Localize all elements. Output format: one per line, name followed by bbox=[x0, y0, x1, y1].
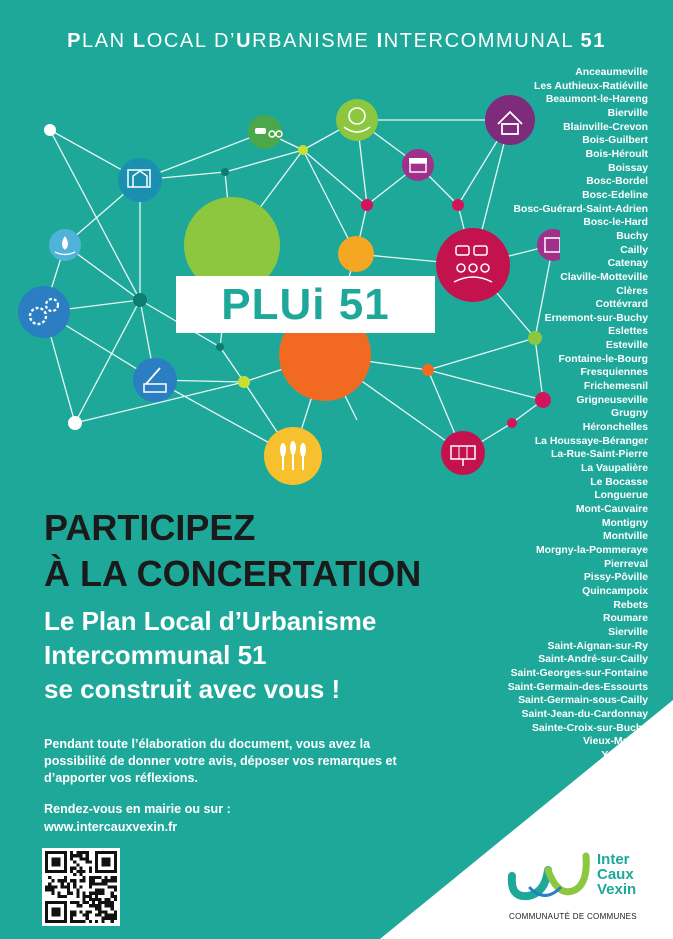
call-to-action bbox=[44, 800, 231, 836]
logo-word-vexin: Vexin bbox=[597, 881, 637, 898]
town-item: Saint-Germain-des-Essourts bbox=[507, 681, 648, 693]
small-node bbox=[221, 168, 229, 176]
town-item: Sierville bbox=[608, 626, 648, 638]
town-item: La-Rue-Saint-Pierre bbox=[550, 449, 648, 461]
town-item: Saint-Georges-sur-Fontaine bbox=[510, 667, 648, 679]
town-item: Grigneuseville bbox=[576, 394, 648, 406]
town-item: Bois-Héroult bbox=[585, 148, 648, 160]
water-drop-hand-icon bbox=[49, 229, 81, 261]
logo-subtitle: COMMUNAUTÉ DE COMMUNES bbox=[509, 912, 637, 921]
town-item: Roumare bbox=[602, 613, 648, 625]
participation-icon bbox=[436, 228, 510, 302]
town-item: Montville bbox=[602, 531, 648, 543]
town-item: Anceaumeville bbox=[575, 67, 648, 78]
town-item: Morgny-la-Pommeraye bbox=[535, 544, 648, 556]
town-item: Blainville-Crevon bbox=[563, 121, 648, 133]
town-item: Catenay bbox=[607, 258, 648, 270]
town-item: Mont-Cauvaire bbox=[575, 504, 648, 515]
town-item: Esteville bbox=[605, 340, 648, 352]
subheadline bbox=[44, 604, 376, 706]
town-item: Rebets bbox=[613, 599, 648, 611]
logo-word-caux: Caux bbox=[597, 866, 634, 883]
small-node bbox=[238, 376, 250, 388]
amber-node bbox=[338, 236, 374, 272]
small-node bbox=[216, 343, 224, 351]
gears-icon bbox=[18, 286, 70, 338]
shop-icon bbox=[402, 149, 434, 181]
town-item: Bosc-Edeline bbox=[582, 189, 648, 201]
headline-line-1: PARTICIPEZ bbox=[44, 507, 256, 548]
town-item: Les Authieux-Ratiéville bbox=[534, 80, 648, 92]
small-node bbox=[452, 199, 464, 211]
town-item: Buchy bbox=[616, 230, 648, 242]
town-item: Saint-Jean-du-Cardonnay bbox=[521, 708, 648, 720]
plui-badge bbox=[176, 276, 435, 333]
plui-badge-label: PLUi 51 bbox=[221, 279, 390, 329]
town-item: Beaumont-le-Hareng bbox=[545, 94, 648, 106]
town-item: Saint-Aignan-sur-Ry bbox=[547, 640, 648, 652]
subheadline-line-1: Le Plan Local d’Urbanisme bbox=[44, 606, 377, 636]
small-node bbox=[298, 145, 308, 155]
intro-paragraph: Pendant toute l’élaboration du document, vous avez la possibilité de donner votre avis, déposer vos remarques et d’apporter vos réflexions. bbox=[44, 737, 397, 785]
town-item: Bois-Guilbert bbox=[582, 135, 648, 147]
title-part-lan: LAN bbox=[82, 30, 133, 52]
town-item: Yquebeuf bbox=[601, 749, 648, 761]
town-item: Sainte-Croix-sur-Buchy bbox=[531, 722, 648, 734]
title-part-ocal: OCAL D’ bbox=[146, 30, 237, 52]
town-item: Clères bbox=[616, 285, 648, 297]
town-item: Bierville bbox=[607, 107, 648, 119]
small-node bbox=[422, 364, 434, 376]
town-item: Claville-Motteville bbox=[560, 271, 648, 283]
town-item: Fontaine-le-Bourg bbox=[558, 353, 648, 365]
website-link[interactable]: www.intercauxvexin.fr bbox=[44, 820, 178, 834]
town-list bbox=[508, 66, 648, 762]
page-title bbox=[0, 30, 673, 53]
town-item: La Vaupalière bbox=[581, 463, 648, 475]
title-part-rbanisme: RBANISME bbox=[252, 30, 377, 52]
town-item: Bosc-Guérard-Saint-Adrien bbox=[513, 203, 648, 215]
town-item: Longuerue bbox=[594, 490, 648, 502]
town-item: Cailly bbox=[620, 244, 648, 256]
headline-line-2: À LA CONCERTATION bbox=[44, 553, 422, 594]
town-item: Quincampoix bbox=[582, 585, 648, 597]
town-item: La Houssaye-Béranger bbox=[534, 435, 648, 447]
small-node bbox=[133, 293, 147, 307]
title-letter-u: U bbox=[236, 30, 253, 52]
town-item: Saint-Germain-sous-Cailly bbox=[518, 695, 648, 707]
town-item: Saint-André-sur-Cailly bbox=[538, 654, 648, 666]
logo-word-inter: Inter bbox=[597, 851, 630, 868]
town-item: Eslettes bbox=[608, 326, 648, 338]
logo-wordmark bbox=[597, 852, 636, 897]
small-node bbox=[361, 199, 373, 211]
car-bike-icon bbox=[248, 115, 282, 149]
small-node bbox=[68, 416, 82, 430]
town-item: Cottévrard bbox=[595, 299, 648, 311]
town-item: Pissy-Pôville bbox=[583, 572, 648, 584]
town-item: Vieux-Manoir bbox=[582, 736, 648, 748]
qr-code[interactable] bbox=[42, 848, 120, 926]
title-part-ntercommunal: NTERCOMMUNAL bbox=[383, 30, 581, 52]
town-item: Fresquiennes bbox=[580, 367, 648, 379]
town-item: Frichemesnil bbox=[583, 381, 648, 393]
urban-map-icon bbox=[118, 158, 162, 202]
cta-text: Rendez-vous en mairie ou sur : bbox=[44, 802, 231, 816]
hands-leaf-icon bbox=[336, 99, 378, 141]
town-item: Grugny bbox=[611, 408, 648, 420]
town-item: Boissay bbox=[608, 162, 648, 174]
town-item: Bosc-Bordel bbox=[586, 176, 648, 188]
title-letter-l: L bbox=[132, 30, 147, 52]
subheadline-line-3: se construit avec vous ! bbox=[44, 674, 341, 704]
town-item: Héronchelles bbox=[582, 422, 648, 434]
solar-panel-icon bbox=[441, 431, 485, 475]
town-item: Pierreval bbox=[604, 558, 648, 570]
title-letter-p: P bbox=[67, 30, 83, 52]
wheat-icon bbox=[264, 427, 322, 485]
town-item: Le Bocasse bbox=[590, 476, 648, 488]
construction-icon bbox=[133, 358, 177, 402]
town-item: Bosc-le-Hard bbox=[583, 217, 648, 229]
subheadline-line-2: Intercommunal 51 bbox=[44, 640, 267, 670]
title-number: 51 bbox=[580, 30, 606, 52]
headline bbox=[44, 505, 421, 597]
title-letter-i: I bbox=[376, 30, 384, 52]
town-item: Ernemont-sur-Buchy bbox=[544, 312, 648, 324]
small-node bbox=[44, 124, 56, 136]
town-item: Montigny bbox=[601, 517, 648, 529]
